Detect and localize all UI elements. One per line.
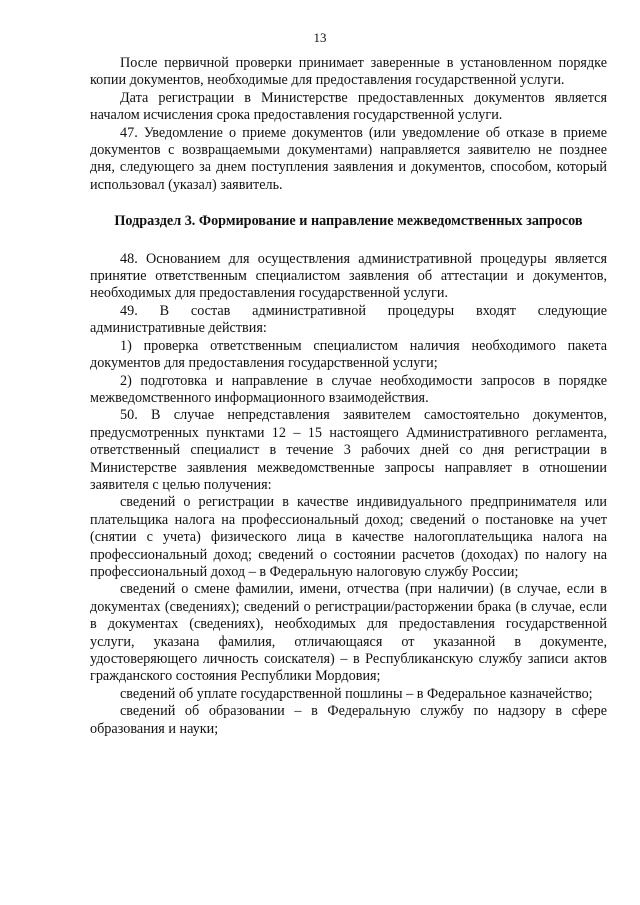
paragraph-acceptance: После первичной проверки принимает заверенные в установленном порядке копии документов, необходимые для предоставления государственной услуги. [90,55,607,89]
paragraph-50-tax-service: сведений о регистрации в качестве индивидуального предпринимателя или плательщика налога на профессиональный доход; сведений о постановке на учет (снятии с учета) физического лица в качестве налогоплательщика налога на профессиональный доход; сведений о состоянии расчетов (доходах) по налогу на профессиональный доход – в Федеральную налоговую службу России; [90,494,607,580]
subsection-heading: Подраздел 3. Формирование и направление межведомственных запросов [114,213,583,230]
paragraph-50-education: сведений об образовании – в Федеральную службу по надзору в сфере образования и науки; [90,703,607,737]
paragraph-48: 48. Основанием для осуществления административной процедуры является принятие ответственным специалистом заявления об аттестации и документов, необходимых для предоставления государственной услуги. [90,250,607,302]
page-number: 13 [313,30,327,45]
document-body [90,55,607,738]
paragraph-49: 49. В состав административной процедуры входят следующие административные действия: [90,302,607,337]
paragraph-50-treasury: сведений об уплате государственной пошлины – в Федеральное казначейство; [120,685,593,702]
paragraph-49-item-2: 2) подготовка и направление в случае необходимости запросов в порядке межведомственного информационного взаимодействия. [90,372,607,406]
paragraph-registration-date: Дата регистрации в Министерстве предоставленных документов является началом исчисления срока предоставления государственной услуги. [90,89,607,124]
paragraph-50-civil-registry: сведений о смене фамилии, имени, отчества (при наличии) (в случае, если в документах (сведениях); сведений о регистрации/расторжении брака (в случае, если в документах (сведениях), необходимых для предоставления государственной услуги, указана фамилия, отличающаяся от указанной в документе, удостоверяющего личность соискателя) – в Республиканскую службу записи актов гражданского состояния Республики Мордовия; [90,581,607,685]
paragraph-47: 47. Уведомление о приеме документов (или уведомление об отказе в приеме документов с возвращаемыми документами) направляется заявителю не позднее дня, следующего за днем поступления заявления и документов, способом, который использовал (указал) заявитель. [90,124,607,193]
paragraph-50: 50. В случае непредставления заявителем самостоятельно документов, предусмотренных пунктами 12 – 15 настоящего Административного регламента, ответственный специалист в течение 3 рабочих дней со дня регистрации в Министерстве заявления межведомственные запросы направляет в отношении заявителя с целью получения: [90,407,607,493]
paragraph-49-item-1: 1) проверка ответственным специалистом наличия необходимого пакета документов для предоставления государственной услуги; [90,337,607,372]
